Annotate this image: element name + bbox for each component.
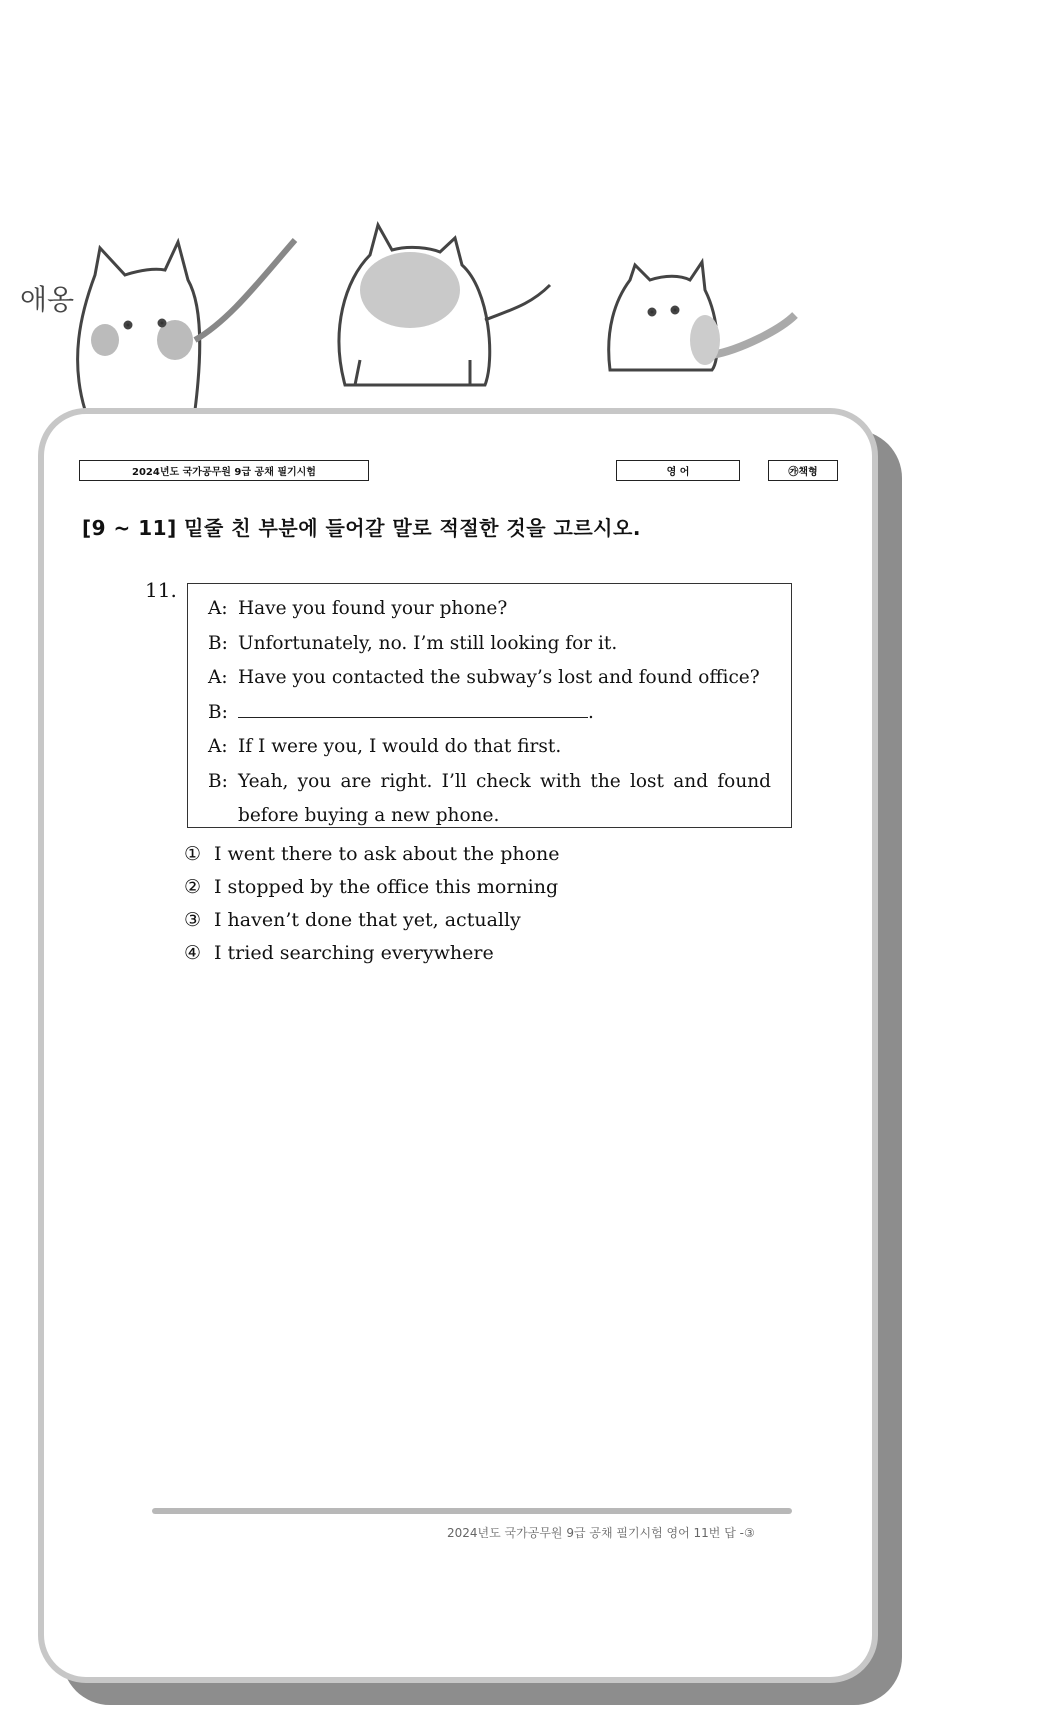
answer-options <box>184 838 560 970</box>
option-4[interactable] <box>184 937 560 970</box>
instruction-text: [9 ~ 11] 밑줄 친 부분에 들어갈 말로 적절한 것을 고르시오. <box>82 516 641 540</box>
option-number: ③ <box>184 909 202 931</box>
speaker-label: A: <box>208 598 228 619</box>
footer-divider <box>152 1508 792 1514</box>
speaker-label: B: <box>208 701 228 723</box>
dialog-box <box>187 583 792 828</box>
dialog-text: If I were you, I would do that first. <box>238 736 562 757</box>
subject-box: 영 어 <box>616 460 740 481</box>
sticker-text: 애옹 <box>20 283 75 316</box>
speaker-label: A: <box>208 736 228 757</box>
dialog-line <box>208 661 771 696</box>
answer-blank <box>238 697 588 718</box>
cat-illustration <box>0 220 1053 420</box>
dialog-text: before buying a new phone. <box>238 805 500 826</box>
option-text: I stopped by the office this morning <box>214 876 559 898</box>
option-1[interactable] <box>184 838 560 871</box>
speaker-label <box>208 799 238 834</box>
booklet-type-box: ㉮책형 <box>768 460 838 481</box>
dialog-text: Have you found your phone? <box>238 598 508 619</box>
option-text: I went there to ask about the phone <box>214 843 560 865</box>
speaker-label: B: <box>208 632 228 654</box>
speaker-label: B: <box>208 770 228 792</box>
blank-period: . <box>588 701 594 723</box>
dialog-text: Yeah, you are right. I’ll check with the lost and found <box>238 770 771 792</box>
question-number: 11. <box>145 578 177 602</box>
dialog-text: Have you contacted the subway’s lost and found office? <box>238 667 760 688</box>
dialog-line <box>208 627 771 662</box>
dialog-line <box>208 765 771 800</box>
footer-text: 2024년도 국가공무원 9급 공채 필기시험 영어 11번 답 -③ <box>447 1526 755 1540</box>
option-text: I haven’t done that yet, actually <box>214 909 521 931</box>
cat-left <box>78 240 295 410</box>
exam-title-box: 2024년도 국가공무원 9급 공채 필기시험 <box>79 460 369 481</box>
option-number: ② <box>184 876 202 898</box>
dialog-line <box>208 592 771 627</box>
dialog-line <box>208 730 771 765</box>
option-2[interactable] <box>184 871 560 904</box>
option-number: ④ <box>184 942 202 964</box>
option-number: ① <box>184 843 202 865</box>
cat-middle <box>339 225 550 385</box>
speaker-label: A: <box>208 667 228 688</box>
dialog-text: Unfortunately, no. I’m still looking for it. <box>238 632 618 654</box>
cat-right <box>609 262 795 370</box>
option-text: I tried searching everywhere <box>214 942 494 964</box>
option-3[interactable] <box>184 904 560 937</box>
dialog-text <box>238 696 771 731</box>
dialog-line-blank <box>208 696 771 731</box>
dialog-line <box>208 799 771 834</box>
